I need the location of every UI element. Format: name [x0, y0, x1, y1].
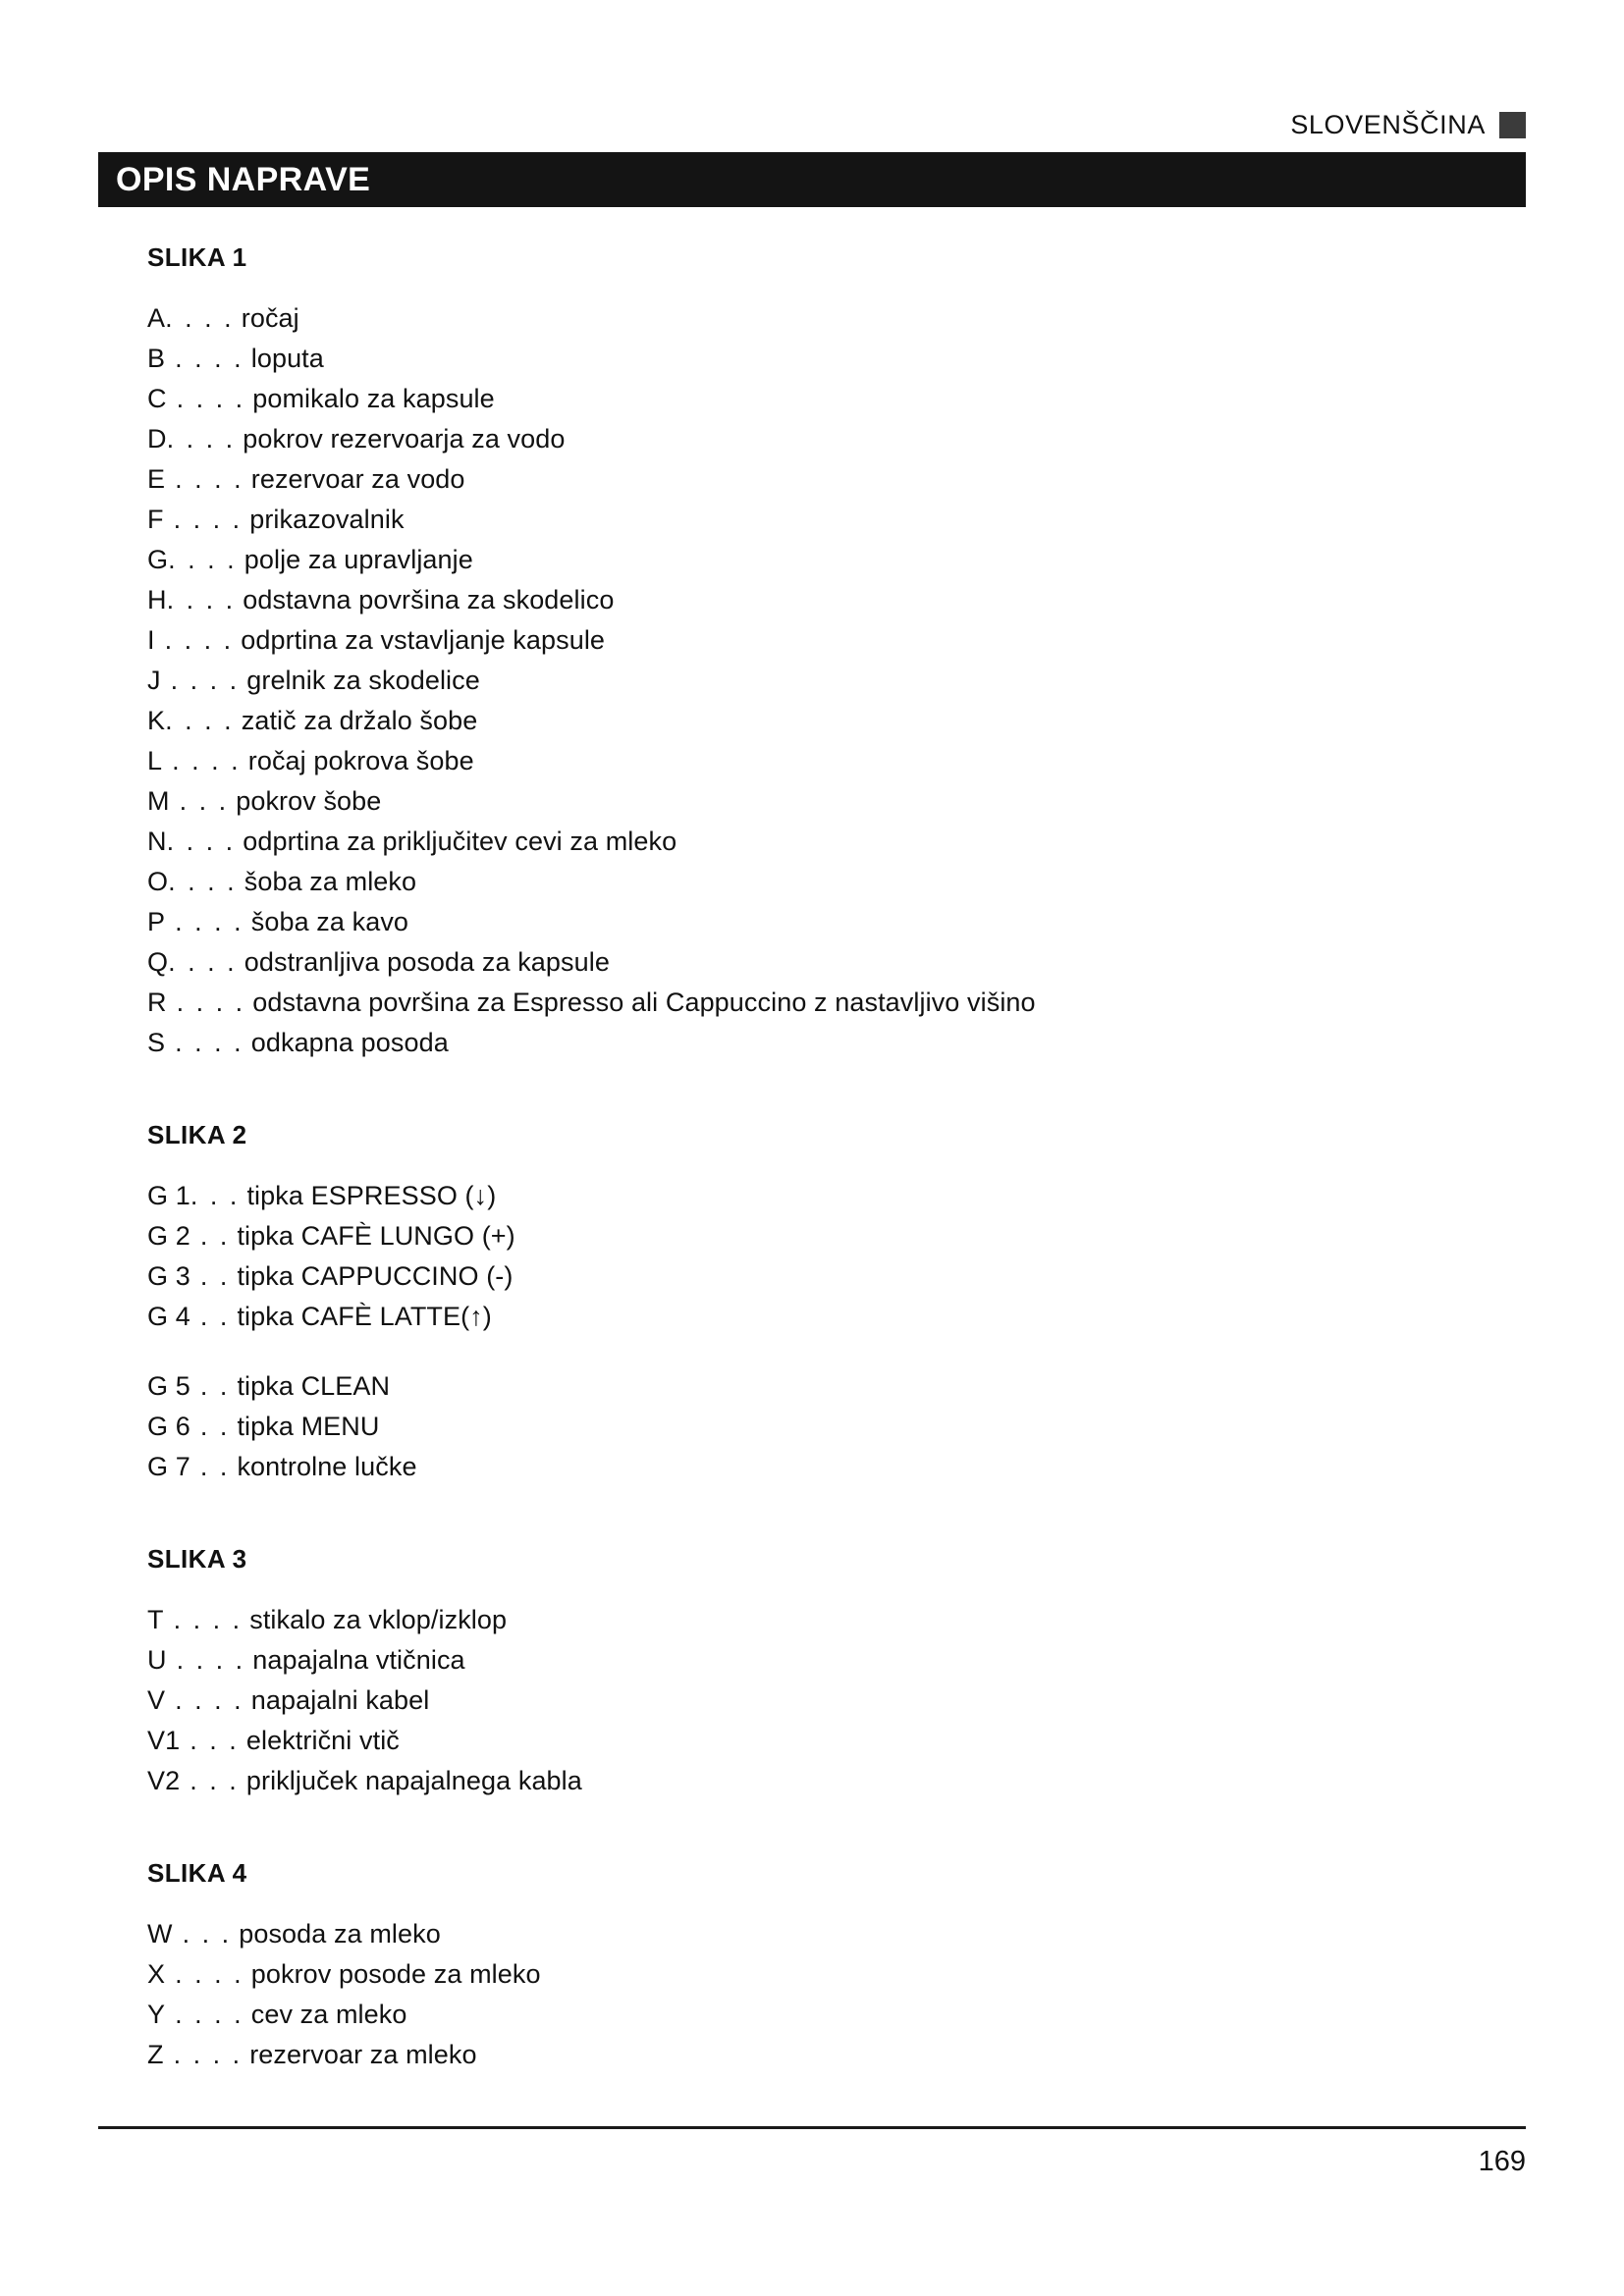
- entry-value: tipka ESPRESSO (↓): [246, 1181, 497, 1210]
- footer-divider: [98, 2126, 1526, 2129]
- entry-dots: . . . .: [168, 545, 238, 574]
- list-item: [147, 500, 1526, 540]
- entry-key: K: [147, 706, 166, 735]
- entry-dots: . . . .: [165, 344, 244, 373]
- entry-key: V1: [147, 1726, 181, 1755]
- entry-dots: . .: [189, 1302, 230, 1331]
- entry-list-slika-1: [147, 298, 1526, 1063]
- entry-dots: . . .: [180, 1766, 240, 1795]
- list-item: [147, 1297, 1526, 1337]
- entry-key: S: [147, 1028, 166, 1057]
- entry-value: šoba za kavo: [250, 907, 409, 936]
- list-item: [147, 540, 1526, 580]
- entry-dots: . . . .: [168, 947, 238, 977]
- list-item: [147, 1954, 1526, 1995]
- entry-value: pokrov posode za mleko: [250, 1959, 541, 1989]
- list-item: [147, 1761, 1526, 1801]
- entry-dots: . .: [189, 1452, 230, 1481]
- entry-list-slika-3: [147, 1600, 1526, 1801]
- entry-value: priključek napajalnega kabla: [245, 1766, 582, 1795]
- entry-dots: . . . .: [166, 585, 236, 614]
- list-item: [147, 1600, 1526, 1640]
- entry-dots: . . . .: [165, 1685, 244, 1715]
- entry-dots: . .: [189, 1261, 230, 1291]
- entry-key: E: [147, 464, 166, 494]
- entry-key: G 3: [147, 1261, 190, 1291]
- entry-value: tipka CAFÈ LATTE(↑): [237, 1302, 492, 1331]
- language-header: [98, 0, 1526, 140]
- entry-dots: . . . .: [165, 1959, 244, 1989]
- entry-value: odstavna površina za Espresso ali Cappuccino z nastavljivo višino: [252, 988, 1036, 1017]
- entry-dots: . .: [189, 1221, 230, 1251]
- list-item: [147, 1721, 1526, 1761]
- entry-value: tipka MENU: [237, 1412, 380, 1441]
- list-item: [147, 1176, 1526, 1216]
- entry-value: posoda za mleko: [239, 1919, 441, 1949]
- entry-dots: . .: [189, 1412, 230, 1441]
- entry-key: G 1: [147, 1181, 190, 1210]
- list-item: [147, 379, 1526, 419]
- content-area: [98, 207, 1526, 2075]
- list-item: [147, 459, 1526, 500]
- entry-key: P: [147, 907, 166, 936]
- entry-value: kontrolne lučke: [237, 1452, 417, 1481]
- list-item: [147, 1447, 1526, 1487]
- entry-key: U: [147, 1645, 167, 1675]
- entry-value: odprtina za priključitev cevi za mleko: [243, 827, 677, 856]
- entry-dots: . . . .: [166, 424, 236, 454]
- entry-dots: . . . .: [166, 384, 245, 413]
- entry-dots: . . . .: [168, 867, 238, 896]
- entry-value: ročaj pokrova šobe: [247, 746, 474, 775]
- language-label: SLOVENŠČINA: [1290, 110, 1486, 139]
- entry-key: C: [147, 384, 167, 413]
- entry-dots: . . . .: [163, 505, 243, 534]
- section-heading-slika-2: SLIKA 2: [147, 1120, 247, 1149]
- list-item: [147, 983, 1526, 1023]
- entry-key: A: [147, 303, 166, 333]
- entry-list-slika-2: [147, 1176, 1526, 1487]
- entry-value: pokrov šobe: [236, 786, 382, 816]
- list-item: [147, 2035, 1526, 2075]
- section-heading-slika-1: SLIKA 1: [147, 242, 247, 272]
- entry-dots: . . . .: [163, 2040, 243, 2069]
- list-item: [147, 620, 1526, 661]
- entry-value: odprtina za vstavljanje kapsule: [241, 625, 606, 655]
- entry-value: tipka CAFÈ LUNGO (+): [237, 1221, 515, 1251]
- entry-dots: . . .: [169, 786, 229, 816]
- list-item: [147, 822, 1526, 862]
- entry-value: napajalna vtičnica: [252, 1645, 465, 1675]
- list-item: [147, 339, 1526, 379]
- entry-key: B: [147, 344, 166, 373]
- entry-key: O: [147, 867, 169, 896]
- entry-key: V2: [147, 1766, 181, 1795]
- list-item: [147, 580, 1526, 620]
- page-number: 169: [1478, 2146, 1526, 2177]
- list-item: [147, 701, 1526, 741]
- entry-key: I: [147, 625, 155, 655]
- list-item: [147, 1914, 1526, 1954]
- entry-key: G 2: [147, 1221, 190, 1251]
- list-item: [147, 1640, 1526, 1681]
- list-item: [147, 741, 1526, 781]
- list-item: [147, 298, 1526, 339]
- list-item: [147, 862, 1526, 902]
- section-title-bar: [98, 152, 1526, 207]
- list-item: [147, 1216, 1526, 1256]
- entry-list-slika-4: [147, 1914, 1526, 2075]
- entry-dots: . . . .: [166, 1645, 245, 1675]
- entry-value: grelnik za skodelice: [246, 666, 480, 695]
- entry-dots: . . . .: [166, 827, 236, 856]
- entry-value: pomikalo za kapsule: [252, 384, 495, 413]
- entry-value: napajalni kabel: [250, 1685, 430, 1715]
- entry-dots: . . . .: [165, 303, 235, 333]
- entry-key: Y: [147, 2000, 166, 2029]
- entry-key: G 4: [147, 1302, 190, 1331]
- list-item: [147, 1995, 1526, 2035]
- entry-value: tipka CAPPUCCINO (-): [237, 1261, 514, 1291]
- list-item: [147, 419, 1526, 459]
- entry-value: stikalo za vklop/izklop: [249, 1605, 508, 1634]
- entry-dots: . . .: [172, 1919, 232, 1949]
- entry-key: V: [147, 1685, 166, 1715]
- entry-dots: . . . .: [160, 666, 240, 695]
- entry-key: J: [147, 666, 161, 695]
- entry-dots: . . . .: [162, 746, 242, 775]
- entry-key: L: [147, 746, 163, 775]
- entry-value: električni vtič: [245, 1726, 400, 1755]
- entry-key: W: [147, 1919, 173, 1949]
- list-item: [147, 1256, 1526, 1297]
- entry-dots: . . .: [180, 1726, 240, 1755]
- entry-value: odstranljiva posoda za kapsule: [244, 947, 610, 977]
- entry-key: G 6: [147, 1412, 190, 1441]
- page-title: OPIS NAPRAVE: [116, 160, 371, 198]
- entry-value: pokrov rezervoarja za vodo: [243, 424, 566, 454]
- entry-key: G: [147, 545, 169, 574]
- entry-key: G 5: [147, 1371, 190, 1401]
- entry-value: tipka CLEAN: [237, 1371, 391, 1401]
- entry-value: polje za upravljanje: [244, 545, 473, 574]
- entry-value: zatič za držalo šobe: [241, 706, 478, 735]
- list-item: [147, 1023, 1526, 1063]
- section-heading-slika-4: SLIKA 4: [147, 1858, 247, 1888]
- entry-key: R: [147, 988, 167, 1017]
- list-item: [147, 661, 1526, 701]
- entry-dots: . .: [189, 1371, 230, 1401]
- section-heading-slika-3: SLIKA 3: [147, 1544, 247, 1574]
- entry-key: N: [147, 827, 167, 856]
- entry-key: Q: [147, 947, 169, 977]
- entry-key: F: [147, 505, 164, 534]
- entry-value: odkapna posoda: [250, 1028, 449, 1057]
- entry-dots: . . .: [189, 1181, 240, 1210]
- entry-dots: . . . .: [165, 907, 244, 936]
- list-item: [147, 1407, 1526, 1447]
- list-item: [147, 781, 1526, 822]
- entry-dots: . . . .: [163, 1605, 243, 1634]
- entry-value: ročaj: [241, 303, 299, 333]
- entry-value: loputa: [250, 344, 324, 373]
- entry-dots: . . . .: [166, 988, 245, 1017]
- entry-dots: . . . .: [165, 464, 244, 494]
- entry-dots: . . . .: [165, 2000, 244, 2029]
- list-item: [147, 1366, 1526, 1407]
- list-spacer: [147, 1337, 1526, 1366]
- entry-dots: . . . .: [165, 706, 235, 735]
- entry-key: M: [147, 786, 170, 816]
- entry-value: cev za mleko: [250, 2000, 407, 2029]
- entry-key: D: [147, 424, 167, 454]
- entry-dots: . . . .: [154, 625, 234, 655]
- list-item: [147, 942, 1526, 983]
- language-color-swatch: [1499, 112, 1526, 138]
- entry-dots: . . . .: [165, 1028, 244, 1057]
- entry-key: X: [147, 1959, 166, 1989]
- entry-key: Z: [147, 2040, 164, 2069]
- list-item: [147, 1681, 1526, 1721]
- entry-value: šoba za mleko: [244, 867, 417, 896]
- entry-value: rezervoar za vodo: [250, 464, 465, 494]
- entry-value: prikazovalnik: [249, 505, 405, 534]
- list-item: [147, 902, 1526, 942]
- entry-key: T: [147, 1605, 164, 1634]
- entry-key: G 7: [147, 1452, 190, 1481]
- entry-value: odstavna površina za skodelico: [243, 585, 615, 614]
- entry-key: H: [147, 585, 167, 614]
- entry-value: rezervoar za mleko: [249, 2040, 477, 2069]
